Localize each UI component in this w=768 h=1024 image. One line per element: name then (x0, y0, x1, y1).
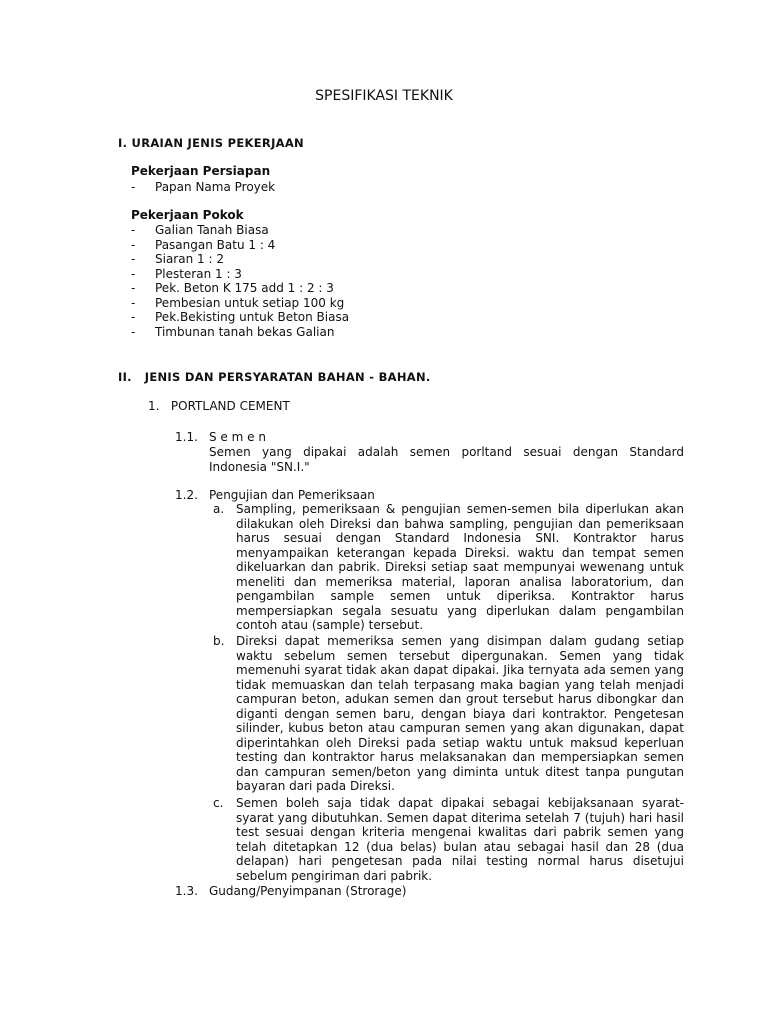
dash-bullet: - (131, 281, 136, 295)
sub-1-3-title: Gudang/Penyimpanan (Strorage) (209, 884, 407, 898)
dash-bullet: - (131, 310, 136, 324)
list-item: - Siaran 1 : 2 (131, 252, 224, 266)
point-b-text: Direksi dapat memeriksa semen yang disimpan dalam gudang setiap waktu sebelum semen tersebut dipergunakan. Semen yang tidak memenuhi syarat tidak akan dapat dipakai. Jika ternyata ada semen yang tidak memuaskan dan telah terpasang maka bagian yang telah menjadi campuran beton, adukan semen dan grout tersebut harus dibongkar dan diganti dengan semen baru, dengan biaya dari kontraktor. Pengetesan silinder, kubus beton atau campuran semen yang akan digunakan, dapat diperintahkan oleh Direksi pada setiap waktu untuk maksud keperluan testing dan kontraktor harus melaksanakan dan mempersiapkan semen dan campuran semen/beton yang diminta untuk ditest tanpa pungutan bayaran dari pada Direksi. (236, 634, 684, 793)
sub-1-3-number: 1.3. (175, 884, 198, 898)
dash-bullet: - (131, 295, 136, 310)
list-item: - Pek. Beton K 175 add 1 : 2 : 3 (131, 281, 334, 295)
section-2-heading: II. JENIS DAN PERSYARATAN BAHAN - BAHAN. (118, 370, 431, 384)
list-item: - Galian Tanah Biasa (131, 223, 269, 237)
dash-bullet: - (131, 266, 136, 281)
list-item: - Pembesian untuk setiap 100 kg (131, 295, 345, 310)
sub-1-2-title: Pengujian dan Pemeriksaan (209, 488, 375, 502)
sub-1-2-number: 1.2. (175, 488, 198, 502)
item-portland-cement: 1. PORTLAND CEMENT (148, 399, 290, 413)
group-pokok-heading: Pekerjaan Pokok (131, 208, 244, 222)
group-persiapan-heading: Pekerjaan Persiapan (131, 164, 271, 178)
point-a-text: Sampling, pemeriksaan & pengujian semen-semen bila diperlukan akan dilakukan oleh Direksi dan bahwa sampling, pengujian dan pemeriksaan harus sesuai dengan Standard Indonesia SNI. Kontraktor harus menyampaikan keterangan kepada Direksi. waktu dan tempat semen dikeluarkan dan pabrik. Direksi setiap saat mempunyai wewenang untuk meneliti dan memeriksa material, laporan analisa laboratorium, dan pengambilan sample semen untuk diperiksa. Kontraktor harus mempersiapkan segala sesuatu yang diperlukan dalam pengambilan contoh atau (sample) tersebut. (236, 502, 684, 632)
point-a-letter: a. (213, 502, 225, 516)
point-c-text: Semen boleh saja tidak dapat dipakai sebagai kebijaksanaan syarat-syarat yang dibutuhkan. Semen dapat diterima setelah 7 (tujuh) hari hasil test sesuai dengan kriteria mengenai kwalitas dari pabrik semen yang telah ditetapkan 12 (dua belas) bulan atau sebagai hasil dan 28 (dua delapan) hari pengetesan pada nilai testing normal harus disetujui sebelum pengiriman dari pabrik. (236, 796, 684, 883)
list-item: - Pek.Bekisting untuk Beton Biasa (131, 310, 350, 324)
dash-bullet: - (131, 252, 136, 266)
section-1-heading: I. URAIAN JENIS PEKERJAAN (118, 136, 304, 150)
dash-bullet: - (131, 180, 136, 194)
sub-1-1-title: S e m e n (209, 430, 266, 444)
dash-bullet: - (131, 324, 136, 339)
sub-1-1-text: Semen yang dipakai adalah semen porltand sesuai dengan Standard Indonesia "SN.I." (209, 445, 684, 474)
document-title: SPESIFIKASI TEKNIK (315, 88, 453, 104)
dash-bullet: - (131, 223, 136, 237)
list-item: - Timbunan tanah bekas Galian (131, 324, 335, 339)
point-c-letter: c. (213, 796, 224, 810)
list-item: - Plesteran 1 : 3 (131, 266, 242, 281)
point-b-letter: b. (213, 634, 225, 648)
group-pokok-list (131, 223, 349, 339)
group-persiapan-list (131, 180, 275, 195)
list-item: - Papan Nama Proyek (131, 180, 276, 194)
list-item: - Pasangan Batu 1 : 4 (131, 237, 276, 252)
dash-bullet: - (131, 237, 136, 252)
sub-1-1-number: 1.1. (175, 430, 198, 444)
